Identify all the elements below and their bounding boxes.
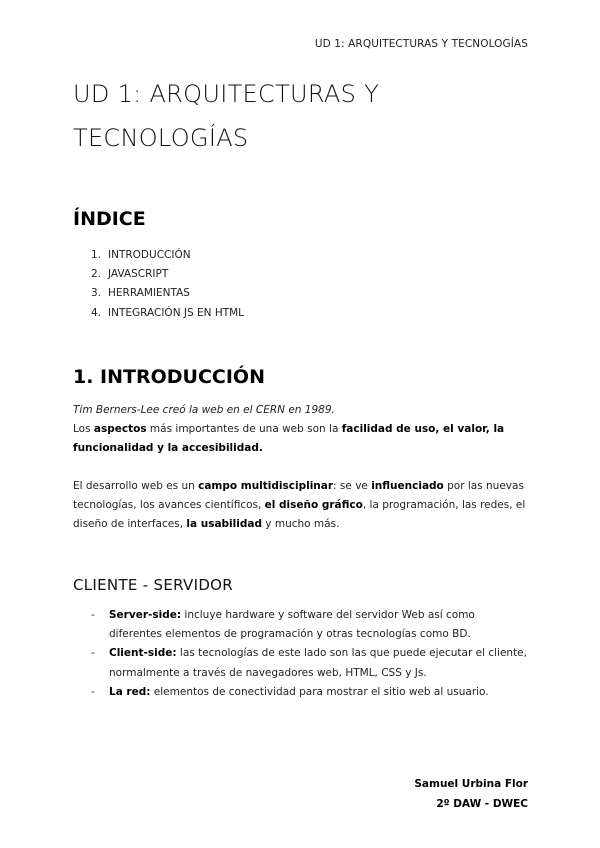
introduction-heading: 1. INTRODUCCIÓN: [73, 366, 265, 388]
bold-run: campo multidisciplinar: [198, 480, 334, 492]
dash-bullet: -: [91, 685, 95, 698]
intro-italic-line: Tim Berners-Lee creó la web en el CERN en 1989.: [73, 404, 335, 416]
index-item-number: 3.: [91, 287, 102, 300]
index-item-label: INTEGRACIÓN JS EN HTML: [108, 306, 245, 319]
index-item-number: 4.: [91, 306, 102, 319]
list-item: [91, 606, 531, 644]
bold-run: la usabilidad: [186, 518, 262, 531]
list-item-text: las tecnologías de este lado son las que puede ejecutar el cliente, normalmente a través de navegadores web, HTML, CSS y Js.: [109, 647, 527, 679]
client-server-list: [91, 606, 531, 702]
text-run: más importantes de una web son la: [146, 423, 342, 435]
text-run: , la programación, las redes, el diseño de interfaces,: [73, 499, 526, 531]
client-server-heading: CLIENTE - SERVIDOR: [73, 576, 234, 594]
index-heading: ÍNDICE: [73, 208, 146, 230]
list-item-term: La red:: [109, 685, 151, 698]
bold-run: aspectos: [93, 423, 147, 435]
index-item-number: 1.: [91, 249, 102, 261]
list-item: [91, 644, 531, 682]
text-run: Los: [73, 423, 94, 435]
index-list: [91, 246, 244, 323]
intro-paragraph-1: [73, 420, 533, 458]
list-item-text: incluye hardware y software del servidor Web así como diferentes elementos de programación y otras tecnologías como BD.: [109, 609, 475, 641]
footer: [414, 774, 528, 814]
dash-bullet: -: [91, 647, 95, 660]
dash-bullet: -: [91, 609, 95, 621]
list-item-term: Client-side:: [109, 647, 177, 660]
footer-course: 2º DAW - DWEC: [436, 798, 528, 810]
footer-author: Samuel Urbina Flor: [414, 778, 528, 790]
list-item-text: elementos de conectividad para mostrar el sitio web al usuario.: [150, 685, 489, 698]
index-item-label: HERRAMIENTAS: [108, 287, 190, 300]
list-item-term: Server-side:: [109, 609, 182, 621]
list-item: [91, 683, 531, 702]
bold-run: influenciado: [371, 480, 444, 492]
text-run: El desarrollo web es un: [73, 480, 199, 492]
index-item-label: JAVASCRIPT: [108, 268, 169, 281]
bold-run: el diseño gráfico: [264, 499, 363, 512]
text-run: y mucho más.: [261, 518, 340, 531]
running-header: UD 1: ARQUITECTURAS Y TECNOLOGÍAS: [314, 38, 528, 50]
index-item-label: INTRODUCCIÓN: [108, 249, 191, 261]
text-run: : se ve: [333, 480, 372, 492]
index-item: [91, 304, 244, 323]
index-item: [91, 265, 244, 284]
index-item: [91, 246, 244, 265]
text-run: por las nuevas tecnologías, los avances científicos,: [73, 480, 524, 512]
intro-paragraph-2: [73, 477, 533, 535]
bold-run: facilidad de uso, el valor, la funcionalidad y la accesibilidad.: [73, 423, 505, 455]
index-item-number: 2.: [91, 268, 102, 281]
index-item: [91, 284, 244, 303]
document-title: UD 1: ARQUITECTURAS Y TECNOLOGÍAS: [73, 80, 380, 152]
